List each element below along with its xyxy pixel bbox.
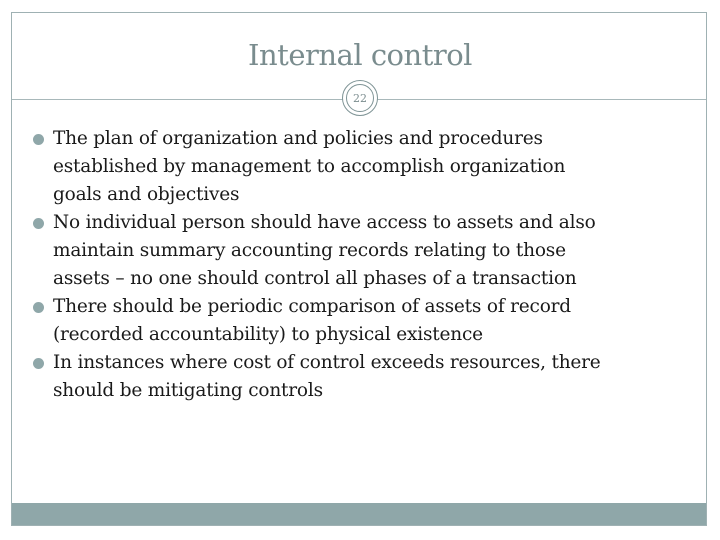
bullet-line: (recorded accountability) to physical existence <box>53 324 483 345</box>
bullet-item <box>32 125 708 209</box>
bullet-line: There should be periodic comparison of assets of record <box>53 296 571 317</box>
bullet-item <box>32 349 708 405</box>
bullet-line: should be mitigating controls <box>53 380 323 401</box>
bullet-line: In instances where cost of control exceeds resources, there <box>53 352 601 373</box>
bullet-dot-icon <box>33 358 44 369</box>
bullet-line: The plan of organization and policies and procedures <box>53 128 543 149</box>
slide-title: Internal control <box>248 38 472 72</box>
bullet-dot-icon <box>33 302 44 313</box>
page-number: 22 <box>346 84 374 112</box>
bullet-line: established by management to accomplish organization <box>53 156 566 177</box>
bullet-list <box>32 125 708 405</box>
bullet-dot-icon <box>33 218 44 229</box>
bullet-line: No individual person should have access to assets and also <box>53 212 596 233</box>
bullet-item <box>32 293 708 349</box>
bullet-line: assets – no one should control all phases of a transaction <box>53 268 577 289</box>
bullet-dot-icon <box>33 134 44 145</box>
bullet-line: goals and objectives <box>53 184 240 205</box>
footer-bar <box>12 503 706 525</box>
page-number-badge <box>342 80 378 116</box>
bullet-item <box>32 209 708 293</box>
bullet-line: maintain summary accounting records relating to those <box>53 240 566 261</box>
